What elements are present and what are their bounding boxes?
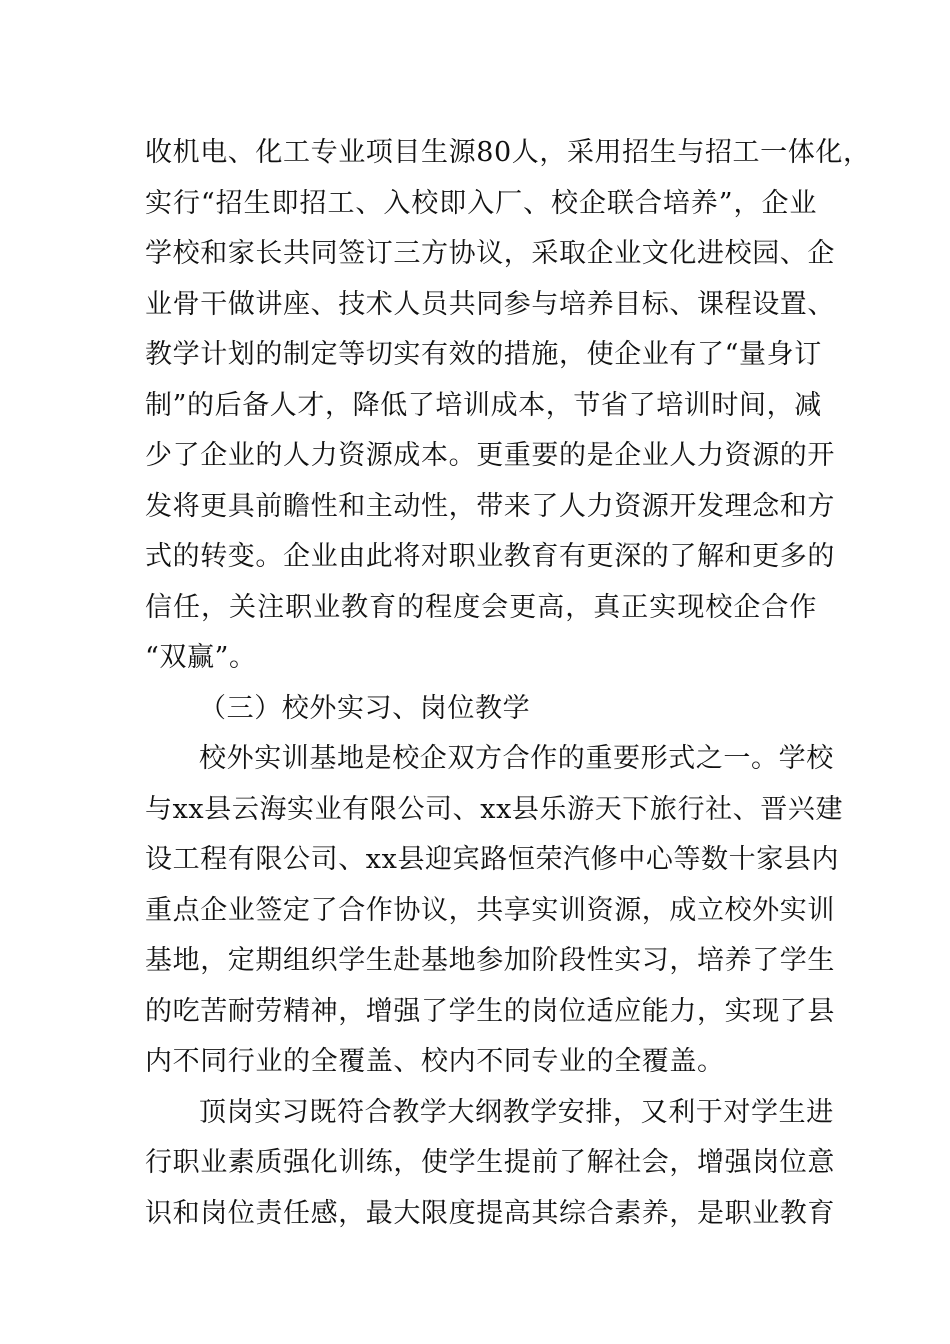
text-line: 收机电、化工专业项目生源80人，采用招生与招工一体化， <box>145 137 871 168</box>
text-line: 行职业素质强化训练，使学生提前了解社会，增强岗位意 <box>145 1147 835 1178</box>
text-line: 业骨干做讲座、技术人员共同参与培养目标、课程设置、 <box>145 288 835 320</box>
text-line: 的吃苦耐劳精神，增强了学生的岗位适应能力，实现了县 <box>145 995 835 1027</box>
text-line: “双赢”。 <box>145 642 257 673</box>
text-line: 校外实训基地是校企双方合作的重要形式之一。学校 <box>199 743 834 774</box>
text-line: 基地，定期组织学生赴基地参加阶段性实习，培养了学生 <box>145 945 835 976</box>
section-heading: （三）校外实习、岗位教学 <box>199 692 531 724</box>
text-line: 与xx县云海实业有限公司、xx县乐游天下旅行社、晋兴建 <box>145 793 844 825</box>
text-line: 识和岗位责任感，最大限度提高其综合素养，是职业教育 <box>145 1197 835 1229</box>
text-line: 内不同行业的全覆盖、校内不同专业的全覆盖。 <box>145 1046 725 1077</box>
text-line: 设工程有限公司、xx县迎宾路恒荣汽修中心等数十家县内 <box>145 844 840 875</box>
text-line: 重点企业签定了合作协议，共享实训资源，成立校外实训 <box>145 894 835 926</box>
text-line: 发将更具前瞻性和主动性，带来了人力资源开发理念和方 <box>145 490 835 522</box>
text-line: 学校和家长共同签订三方协议，采取企业文化进校园、企 <box>145 238 835 269</box>
text-line: 信任，关注职业教育的程度会更高，真正实现校企合作 <box>145 591 817 623</box>
document-body <box>145 128 871 1239</box>
text-line: 式的转变。企业由此将对职业教育有更深的了解和更多的 <box>145 541 835 572</box>
text-line: 实行“招生即招工、入校即入厂、校企联合培养”，企业 <box>145 187 817 219</box>
text-line: 少了企业的人力资源成本。更重要的是企业人力资源的开 <box>145 440 835 471</box>
text-line: 教学计划的制定等切实有效的措施，使企业有了“量身订 <box>145 339 822 370</box>
text-line: 制”的后备人才，降低了培训成本，节省了培训时间，减 <box>145 389 822 421</box>
text-line: 顶岗实习既符合教学大纲教学安排，又利于对学生进 <box>199 1096 834 1128</box>
